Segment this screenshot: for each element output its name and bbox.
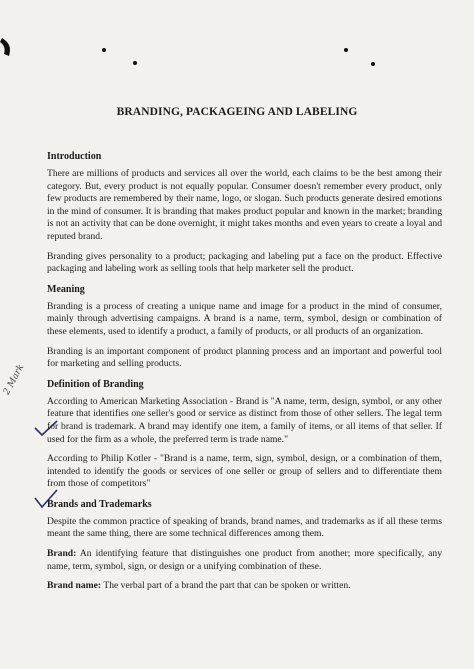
scan-dot <box>344 48 348 52</box>
meaning-paragraph-1: Branding is a process of creating a unique name and image for a product in the mind of consumer, mainly through advertising campaigns. A brand is a name, term, symbol, design or combination of these elements, used to identify a product, a family of products, or all products of an organization. <box>47 300 442 337</box>
document-title: BRANDING, PACKAGEING AND LABELING <box>116 106 358 118</box>
scan-dot <box>133 61 137 65</box>
definition-paragraph-ama: According to American Marketing Association - Brand is "A name, term, design, symbol, or any other feature that identifies one seller's good or service as distinct from those of other sellers. The legal term for brand is trademark. A brand may identify one item, a family of items, or all items of that seller. If used for the firm as a whole, the preferred term is trade name." <box>47 395 442 445</box>
definition-paragraph-kotler: According to Philip Kotler - "Brand is a name, term, sign, symbol, design, or a combination of them, intended to identify the goods or services of one seller or group of sellers and to differentiate them from those of competitors" <box>47 453 442 490</box>
brand-term: Brand: <box>47 548 77 560</box>
brand-name-term: Brand name: <box>47 580 102 592</box>
scan-dot <box>102 48 106 52</box>
intro-paragraph-2: Branding gives personality to a product; packaging and labeling put a face on the product. Effective packaging and labeling work as selling tools that help marketer sell the product. <box>47 250 442 275</box>
handwritten-margin-note: 2 Mark <box>2 362 27 397</box>
brand-definition-paragraph <box>47 548 442 573</box>
section-heading-definition: Definition of Branding <box>47 378 144 390</box>
section-heading-brands-trademarks: Brands and Trademarks <box>47 498 152 510</box>
section-heading-introduction: Introduction <box>47 151 102 162</box>
meaning-paragraph-2: Branding is an important component of product planning process and an important and powerful tool for marketing and selling products. <box>47 345 442 370</box>
scan-dot <box>371 62 375 66</box>
brand-definition-text: An identifying feature that distinguishes one product from another; more specifically, any name, term, symbol, sign, or design or a unifying combination of these. <box>47 548 442 572</box>
trademarks-paragraph: Despite the common practice of speaking of brands, brand names, and trademarks as if all these terms meant the same thing, there are some technical differences among them. <box>47 515 442 540</box>
brand-name-definition-paragraph <box>47 580 442 593</box>
brand-name-definition-text: The verbal part of a brand the part that can be spoken or written. <box>103 580 351 592</box>
document-body <box>47 150 442 600</box>
section-heading-meaning: Meaning <box>47 283 85 295</box>
intro-paragraph-1: There are millions of products and services all over the world, each claims to be the best among their category. But, every product is not equally popular. Consumer doesn't remember every product, only few products are remembered by their name, logo, or slogan. Such products generate desired emotions in the mind of consumer. It is branding that makes product popular and known in the market; branding is not an activity that can be done overnight, it might takes months and even years to create a loyal and reputed brand. <box>47 168 442 242</box>
scan-smudge-mark <box>0 36 16 58</box>
